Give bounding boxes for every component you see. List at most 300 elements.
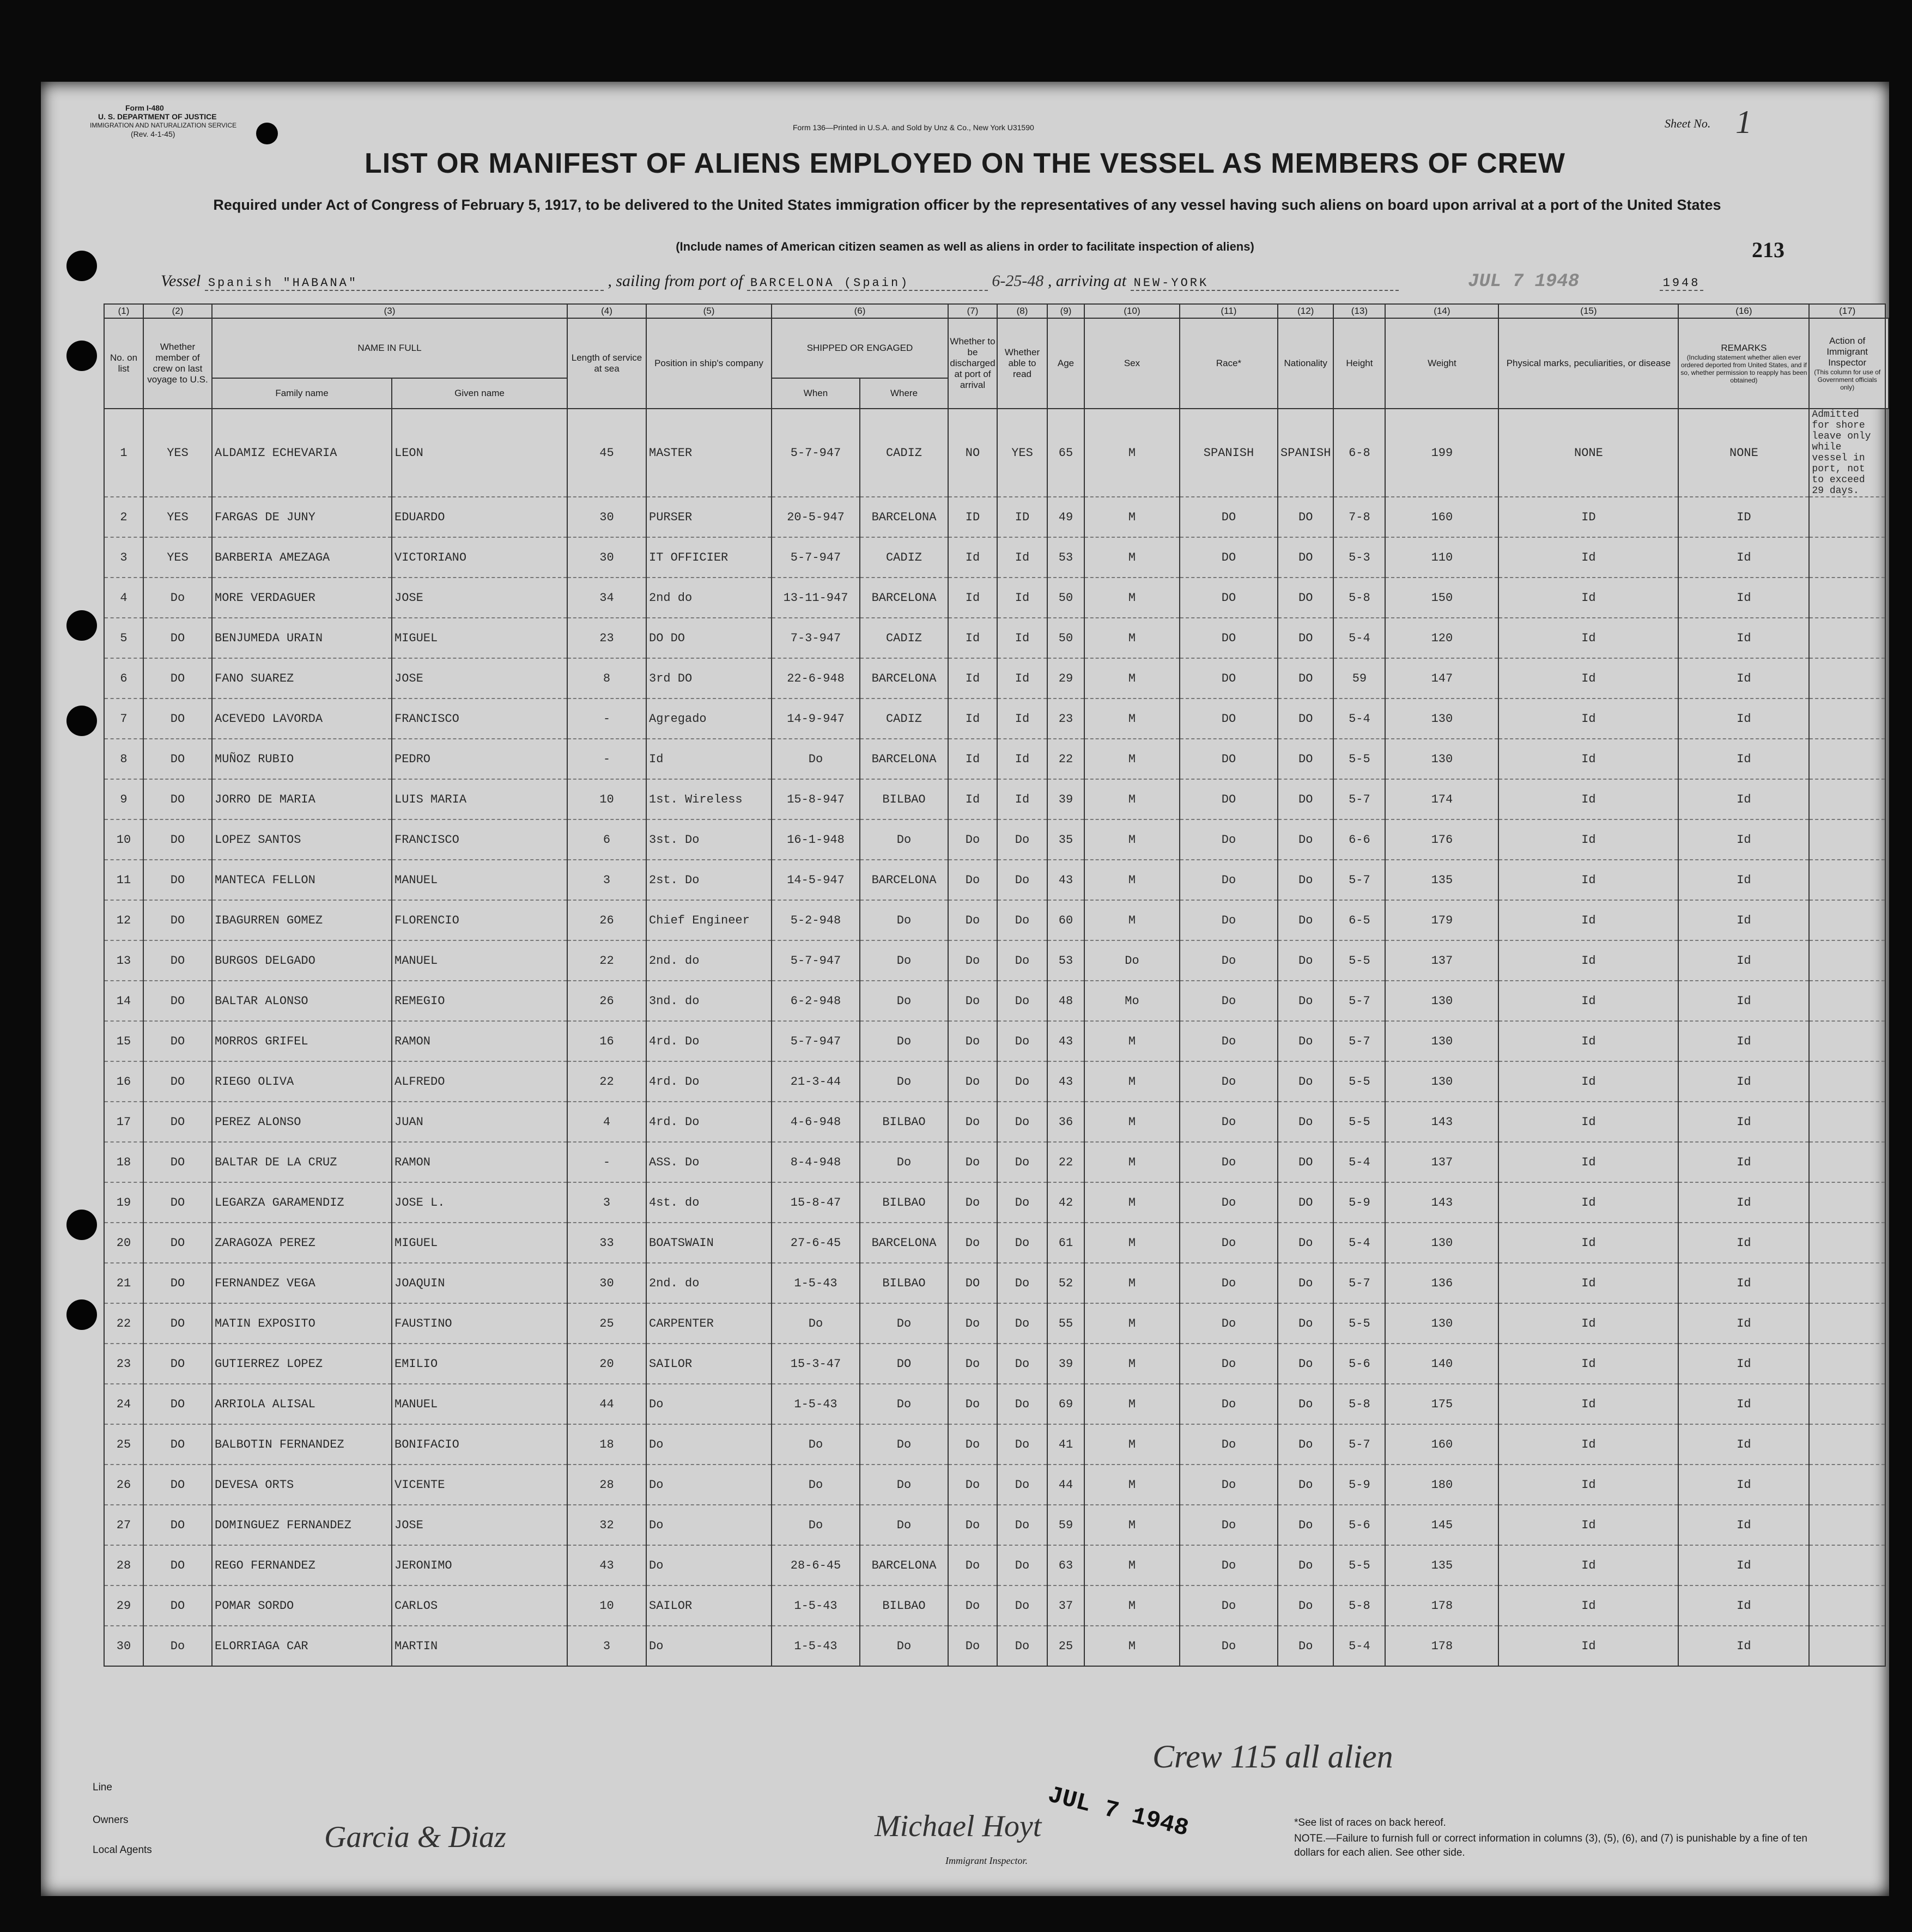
cell-phys: ID xyxy=(1498,497,1678,537)
cell-no: 17 xyxy=(104,1102,143,1142)
cell-given: FLORENCIO xyxy=(392,900,567,940)
cell-sex: M xyxy=(1084,1344,1180,1384)
cell-where: Do xyxy=(860,1424,948,1465)
cell-sex: Mo xyxy=(1084,981,1180,1021)
cell-member: DO xyxy=(143,900,212,940)
cell-family: BURGOS DELGADO xyxy=(212,940,392,981)
cell-age: 23 xyxy=(1047,698,1084,739)
cell-weight: 130 xyxy=(1385,698,1498,739)
cell-age: 39 xyxy=(1047,779,1084,819)
cell-nat: Do xyxy=(1278,1102,1333,1142)
cell-when: 22-6-948 xyxy=(772,658,860,698)
cell-given: MANUEL xyxy=(392,860,567,900)
header-physical: Physical marks, peculiarities, or disease xyxy=(1498,318,1678,409)
cell-member: DO xyxy=(143,1505,212,1545)
header-member-last-voyage: Whether member of crew on last voyage to U.S. xyxy=(143,318,212,409)
cell-read: Id xyxy=(997,537,1047,578)
cell-phys: Id xyxy=(1498,1303,1678,1344)
cell-phys: Id xyxy=(1498,1465,1678,1505)
sheet-label: Sheet No. xyxy=(1665,117,1711,130)
table-row xyxy=(104,739,1889,779)
cell-nat: DO xyxy=(1278,537,1333,578)
cell-height: 5-7 xyxy=(1333,1424,1385,1465)
cell-weight: 137 xyxy=(1385,940,1498,981)
cell-family: MORROS GRIFEL xyxy=(212,1021,392,1061)
cell-height: 7-8 xyxy=(1333,497,1385,537)
cell-disch: DO xyxy=(948,1263,997,1303)
cell-when: 13-11-947 xyxy=(772,578,860,618)
cell-service: - xyxy=(567,1142,646,1182)
cell-given: MIGUEL xyxy=(392,1223,567,1263)
cell-disch: Id xyxy=(948,537,997,578)
footer-stamp-date: JUL 7 1948 xyxy=(1045,1782,1192,1843)
header-blank xyxy=(1885,318,1889,409)
cell-family: RIEGO OLIVA xyxy=(212,1061,392,1102)
cell-given: FRANCISCO xyxy=(392,819,567,860)
cell-service: 3 xyxy=(567,1626,646,1666)
colnum-8: (8) xyxy=(997,304,1047,318)
cell-member: DO xyxy=(143,1182,212,1223)
colnum-13: (13) xyxy=(1333,304,1385,318)
cell-disch: Do xyxy=(948,1505,997,1545)
cell-member: DO xyxy=(143,981,212,1021)
cell-height: 5-6 xyxy=(1333,1344,1385,1384)
cell-member: DO xyxy=(143,1263,212,1303)
cell-phys: Id xyxy=(1498,1424,1678,1465)
cell-phys: Id xyxy=(1498,1585,1678,1626)
cell-read: Do xyxy=(997,1424,1047,1465)
cell-member: YES xyxy=(143,497,212,537)
cell-no: 30 xyxy=(104,1626,143,1666)
cell-age: 42 xyxy=(1047,1182,1084,1223)
cell-disch: Do xyxy=(948,940,997,981)
cell-race: Do xyxy=(1180,1626,1278,1666)
cell-service: 45 xyxy=(567,409,646,497)
cell-weight: 130 xyxy=(1385,1021,1498,1061)
cell-where: CADIZ xyxy=(860,618,948,658)
colnum-2: (2) xyxy=(143,304,212,318)
cell-family: ZARAGOZA PEREZ xyxy=(212,1223,392,1263)
cell-when: 5-7-947 xyxy=(772,537,860,578)
header-given-name: Given name xyxy=(392,378,567,409)
cell-remarks: Id xyxy=(1678,1142,1809,1182)
cell-no: 5 xyxy=(104,618,143,658)
cell-race: Do xyxy=(1180,1223,1278,1263)
cell-when: 15-8-947 xyxy=(772,779,860,819)
cell-phys: Id xyxy=(1498,1182,1678,1223)
service-name: IMMIGRATION AND NATURALIZATION SERVICE xyxy=(90,121,237,129)
cell-sex: M xyxy=(1084,1061,1180,1102)
cell-position: Chief Engineer xyxy=(646,900,772,940)
table-row xyxy=(104,1626,1889,1666)
cell-no: 12 xyxy=(104,900,143,940)
cell-sex: M xyxy=(1084,409,1180,497)
header-remarks xyxy=(1678,318,1809,409)
cell-nat: Do xyxy=(1278,1303,1333,1344)
cell-position: PURSER xyxy=(646,497,772,537)
cell-race: Do xyxy=(1180,1102,1278,1142)
cell-family: POMAR SORDO xyxy=(212,1585,392,1626)
cell-when: 7-3-947 xyxy=(772,618,860,658)
cell-weight: 135 xyxy=(1385,860,1498,900)
table-row xyxy=(104,658,1889,698)
cell-no: 11 xyxy=(104,860,143,900)
cell-read: Do xyxy=(997,1384,1047,1424)
header-sex: Sex xyxy=(1084,318,1180,409)
cell-height: 5-4 xyxy=(1333,1223,1385,1263)
cell-action xyxy=(1809,981,1885,1021)
cell-family: ACEVEDO LAVORDA xyxy=(212,698,392,739)
cell-race: Do xyxy=(1180,1182,1278,1223)
cell-given: RAMON xyxy=(392,1021,567,1061)
cell-position: Agregado xyxy=(646,698,772,739)
cell-no: 3 xyxy=(104,537,143,578)
cell-sex: Do xyxy=(1084,940,1180,981)
cell-height: 5-9 xyxy=(1333,1182,1385,1223)
cell-height: 6-5 xyxy=(1333,900,1385,940)
cell-disch: Do xyxy=(948,1061,997,1102)
cell-phys: Id xyxy=(1498,618,1678,658)
cell-member: DO xyxy=(143,860,212,900)
colnum-9: (9) xyxy=(1047,304,1084,318)
cell-read: Do xyxy=(997,1223,1047,1263)
crew-manifest-table xyxy=(104,303,1889,1667)
cell-family: ARRIOLA ALISAL xyxy=(212,1384,392,1424)
cell-remarks: Id xyxy=(1678,1626,1809,1666)
cell-phys: Id xyxy=(1498,1061,1678,1102)
cell-phys: Id xyxy=(1498,1263,1678,1303)
cell-remarks: Id xyxy=(1678,1263,1809,1303)
cell-read: Do xyxy=(997,940,1047,981)
cell-remarks: Id xyxy=(1678,1102,1809,1142)
table-row xyxy=(104,1384,1889,1424)
cell-read: Do xyxy=(997,1545,1047,1585)
cell-when: 28-6-45 xyxy=(772,1545,860,1585)
cell-race: Do xyxy=(1180,1424,1278,1465)
cell-member: DO xyxy=(143,618,212,658)
colnum-17: (17) xyxy=(1809,304,1885,318)
cell-height: 5-5 xyxy=(1333,940,1385,981)
cell-nat: DO xyxy=(1278,578,1333,618)
table-row xyxy=(104,1585,1889,1626)
cell-remarks: Id xyxy=(1678,1505,1809,1545)
cell-service: 30 xyxy=(567,1263,646,1303)
cell-remarks: Id xyxy=(1678,1424,1809,1465)
cell-where: CADIZ xyxy=(860,409,948,497)
cell-phys: Id xyxy=(1498,1102,1678,1142)
cell-weight: 130 xyxy=(1385,981,1498,1021)
cell-read: YES xyxy=(997,409,1047,497)
cell-sex: M xyxy=(1084,1303,1180,1344)
line-label: Line xyxy=(93,1782,112,1793)
header-height: Height xyxy=(1333,318,1385,409)
cell-no: 24 xyxy=(104,1384,143,1424)
cell-weight: 143 xyxy=(1385,1182,1498,1223)
colnum-5: (5) xyxy=(646,304,772,318)
table-row xyxy=(104,981,1889,1021)
table-row xyxy=(104,900,1889,940)
cell-service: 25 xyxy=(567,1303,646,1344)
cell-disch: NO xyxy=(948,409,997,497)
cell-action xyxy=(1809,1545,1885,1585)
cell-nat: DO xyxy=(1278,658,1333,698)
cell-age: 63 xyxy=(1047,1545,1084,1585)
vessel-name: Spanish "HABANA" xyxy=(205,276,604,291)
cell-given: LUIS MARIA xyxy=(392,779,567,819)
cell-no: 20 xyxy=(104,1223,143,1263)
requirement-text: Required under Act of Congress of February 5, 1917, to be delivered to the United States immigration officer by the representatives of any vessel having such aliens on board upon arrival at a port of the United States xyxy=(213,197,1721,213)
cell-sex: M xyxy=(1084,739,1180,779)
cell-service: 8 xyxy=(567,658,646,698)
colnum-1: (1) xyxy=(104,304,143,318)
cell-given: JERONIMO xyxy=(392,1545,567,1585)
cell-service: 22 xyxy=(567,940,646,981)
cell-weight: 150 xyxy=(1385,578,1498,618)
cell-remarks: Id xyxy=(1678,1585,1809,1626)
cell-read: Do xyxy=(997,1182,1047,1223)
cell-read: Do xyxy=(997,1263,1047,1303)
header-when: When xyxy=(772,378,860,409)
header-remarks-note: (Including statement whether alien ever ordered deported from United States, and if so, whether permission to reapply has been obtained) xyxy=(1680,354,1807,384)
cell-age: 52 xyxy=(1047,1263,1084,1303)
vessel-label: Vessel xyxy=(161,272,201,290)
cell-when: 15-3-47 xyxy=(772,1344,860,1384)
cell-age: 43 xyxy=(1047,860,1084,900)
cell-height: 5-7 xyxy=(1333,1021,1385,1061)
cell-weight: 143 xyxy=(1385,1102,1498,1142)
cell-service: 6 xyxy=(567,819,646,860)
manifest-title: LIST OR MANIFEST OF ALIENS EMPLOYED ON THE VESSEL AS MEMBERS OF CREW xyxy=(365,148,1565,179)
cell-service: 23 xyxy=(567,618,646,658)
cell-position: ASS. Do xyxy=(646,1142,772,1182)
cell-member: DO xyxy=(143,739,212,779)
cell-race: Do xyxy=(1180,1061,1278,1102)
cell-age: 55 xyxy=(1047,1303,1084,1344)
cell-race: Do xyxy=(1180,1344,1278,1384)
cell-sex: M xyxy=(1084,1424,1180,1465)
cell-position: 3rd DO xyxy=(646,658,772,698)
cell-weight: 179 xyxy=(1385,900,1498,940)
cell-age: 50 xyxy=(1047,618,1084,658)
cell-age: 50 xyxy=(1047,578,1084,618)
cell-action xyxy=(1809,658,1885,698)
cell-position: 2st. Do xyxy=(646,860,772,900)
cell-race: DO xyxy=(1180,497,1278,537)
cell-sex: M xyxy=(1084,537,1180,578)
cell-no: 28 xyxy=(104,1545,143,1585)
cell-read: Do xyxy=(997,981,1047,1021)
cell-given: JUAN xyxy=(392,1102,567,1142)
cell-position: Do xyxy=(646,1424,772,1465)
cell-member: Do xyxy=(143,1626,212,1666)
cell-race: Do xyxy=(1180,1263,1278,1303)
cell-nat: DO xyxy=(1278,497,1333,537)
cell-race: Do xyxy=(1180,1545,1278,1585)
cell-member: YES xyxy=(143,537,212,578)
cell-phys: Id xyxy=(1498,1505,1678,1545)
cell-position: 4rd. Do xyxy=(646,1102,772,1142)
cell-remarks: Id xyxy=(1678,698,1809,739)
cell-nat: Do xyxy=(1278,1263,1333,1303)
cell-sex: M xyxy=(1084,1182,1180,1223)
cell-where: BILBAO xyxy=(860,1102,948,1142)
cell-sex: M xyxy=(1084,1465,1180,1505)
cell-read: Id xyxy=(997,658,1047,698)
cell-family: PEREZ ALONSO xyxy=(212,1102,392,1142)
cell-height: 5-5 xyxy=(1333,1545,1385,1585)
cell-no: 8 xyxy=(104,739,143,779)
cell-position: SAILOR xyxy=(646,1585,772,1626)
cell-action xyxy=(1809,618,1885,658)
cell-where: Do xyxy=(860,819,948,860)
cell-member: DO xyxy=(143,1303,212,1344)
cell-weight: 175 xyxy=(1385,1384,1498,1424)
header-action-title: Action of Immigrant Inspector xyxy=(1826,336,1868,368)
sheet-number: 1 xyxy=(1735,104,1752,140)
cell-phys: NONE xyxy=(1498,409,1678,497)
punch-hole xyxy=(66,341,97,371)
cell-action xyxy=(1809,739,1885,779)
cell-read: Do xyxy=(997,1021,1047,1061)
cell-member: DO xyxy=(143,1142,212,1182)
cell-where: Do xyxy=(860,1142,948,1182)
vessel-year: 1948 xyxy=(1660,276,1704,291)
cell-disch: Id xyxy=(948,779,997,819)
cell-sex: M xyxy=(1084,1021,1180,1061)
cell-when: 1-5-43 xyxy=(772,1626,860,1666)
cell-service: 18 xyxy=(567,1424,646,1465)
cell-where: Do xyxy=(860,1021,948,1061)
cell-given: EMILIO xyxy=(392,1344,567,1384)
cell-nat: Do xyxy=(1278,1465,1333,1505)
cell-race: Do xyxy=(1180,1585,1278,1626)
cell-action xyxy=(1809,1384,1885,1424)
cell-race: Do xyxy=(1180,900,1278,940)
cell-disch: Do xyxy=(948,1344,997,1384)
cell-height: 5-8 xyxy=(1333,1585,1385,1626)
cell-no: 22 xyxy=(104,1303,143,1344)
cell-height: 5-8 xyxy=(1333,578,1385,618)
cell-where: CADIZ xyxy=(860,698,948,739)
table-row xyxy=(104,1021,1889,1061)
cell-family: BALTAR ALONSO xyxy=(212,981,392,1021)
cell-where: BILBAO xyxy=(860,1182,948,1223)
cell-age: 59 xyxy=(1047,1505,1084,1545)
cell-height: 5-4 xyxy=(1333,1142,1385,1182)
cell-read: Do xyxy=(997,1303,1047,1344)
colnum-10: (10) xyxy=(1084,304,1180,318)
cell-weight: 199 xyxy=(1385,409,1498,497)
cell-weight: 140 xyxy=(1385,1344,1498,1384)
printer-line: Form 136—Printed in U.S.A. and Sold by Unz & Co., New York U31590 xyxy=(793,123,1034,132)
cell-family: REGO FERNANDEZ xyxy=(212,1545,392,1585)
cell-nat: Do xyxy=(1278,860,1333,900)
header-discharged: Whether to be discharged at port of arrival xyxy=(948,318,997,409)
cell-member: DO xyxy=(143,1021,212,1061)
cell-no: 15 xyxy=(104,1021,143,1061)
cell-disch: Do xyxy=(948,1585,997,1626)
cell-when: Do xyxy=(772,739,860,779)
cell-when: 16-1-948 xyxy=(772,819,860,860)
cell-family: DEVESA ORTS xyxy=(212,1465,392,1505)
cell-sex: M xyxy=(1084,698,1180,739)
cell-age: 29 xyxy=(1047,658,1084,698)
cell-height: 5-8 xyxy=(1333,1384,1385,1424)
inspector-label: Immigrant Inspector. xyxy=(945,1855,1028,1866)
cell-service: 44 xyxy=(567,1384,646,1424)
cell-action xyxy=(1809,1061,1885,1102)
colnum-14: (14) xyxy=(1385,304,1498,318)
cell-race: DO xyxy=(1180,739,1278,779)
cell-race: Do xyxy=(1180,1303,1278,1344)
cell-no: 23 xyxy=(104,1344,143,1384)
cell-age: 22 xyxy=(1047,739,1084,779)
cell-phys: Id xyxy=(1498,940,1678,981)
cell-weight: 135 xyxy=(1385,1545,1498,1585)
cell-no: 13 xyxy=(104,940,143,981)
cell-disch: Id xyxy=(948,698,997,739)
cell-no: 29 xyxy=(104,1585,143,1626)
cell-where: Do xyxy=(860,1465,948,1505)
cell-read: Do xyxy=(997,1344,1047,1384)
cell-remarks: Id xyxy=(1678,739,1809,779)
cell-service: 22 xyxy=(567,1061,646,1102)
cell-where: DO xyxy=(860,1344,948,1384)
form-id: Form I-480 xyxy=(125,104,164,112)
cell-member: DO xyxy=(143,779,212,819)
cell-phys: Id xyxy=(1498,860,1678,900)
cell-disch: Id xyxy=(948,618,997,658)
cell-given: PEDRO xyxy=(392,739,567,779)
cell-read: Id xyxy=(997,779,1047,819)
cell-remarks: Id xyxy=(1678,1061,1809,1102)
cell-phys: Id xyxy=(1498,1142,1678,1182)
cell-nat: Do xyxy=(1278,1585,1333,1626)
cell-family: LEGARZA GARAMENDIZ xyxy=(212,1182,392,1223)
table-row xyxy=(104,409,1889,497)
cell-position: IT OFFICIER xyxy=(646,537,772,578)
cell-age: 25 xyxy=(1047,1626,1084,1666)
cell-disch: Do xyxy=(948,1223,997,1263)
cell-read: Id xyxy=(997,698,1047,739)
cell-weight: 160 xyxy=(1385,497,1498,537)
cell-nat: Do xyxy=(1278,1344,1333,1384)
cell-position: MASTER xyxy=(646,409,772,497)
cell-given: JOSE xyxy=(392,578,567,618)
cell-nat: Do xyxy=(1278,1061,1333,1102)
cell-action xyxy=(1809,537,1885,578)
cell-phys: Id xyxy=(1498,1626,1678,1666)
cell-action xyxy=(1809,779,1885,819)
colnum-4: (4) xyxy=(567,304,646,318)
cell-action xyxy=(1809,1626,1885,1666)
cell-when: 14-5-947 xyxy=(772,860,860,900)
cell-remarks: Id xyxy=(1678,1182,1809,1223)
cell-when: 1-5-43 xyxy=(772,1585,860,1626)
cell-remarks: Id xyxy=(1678,779,1809,819)
cell-remarks: Id xyxy=(1678,819,1809,860)
cell-position: 4st. do xyxy=(646,1182,772,1223)
cell-position: BOATSWAIN xyxy=(646,1223,772,1263)
cell-where: BILBAO xyxy=(860,1263,948,1303)
header-able-read: Whether able to read xyxy=(997,318,1047,409)
cell-nat: DO xyxy=(1278,779,1333,819)
cell-where: Do xyxy=(860,1626,948,1666)
cell-race: DO xyxy=(1180,578,1278,618)
cell-position: Id xyxy=(646,739,772,779)
cell-race: Do xyxy=(1180,1142,1278,1182)
cell-action xyxy=(1809,578,1885,618)
